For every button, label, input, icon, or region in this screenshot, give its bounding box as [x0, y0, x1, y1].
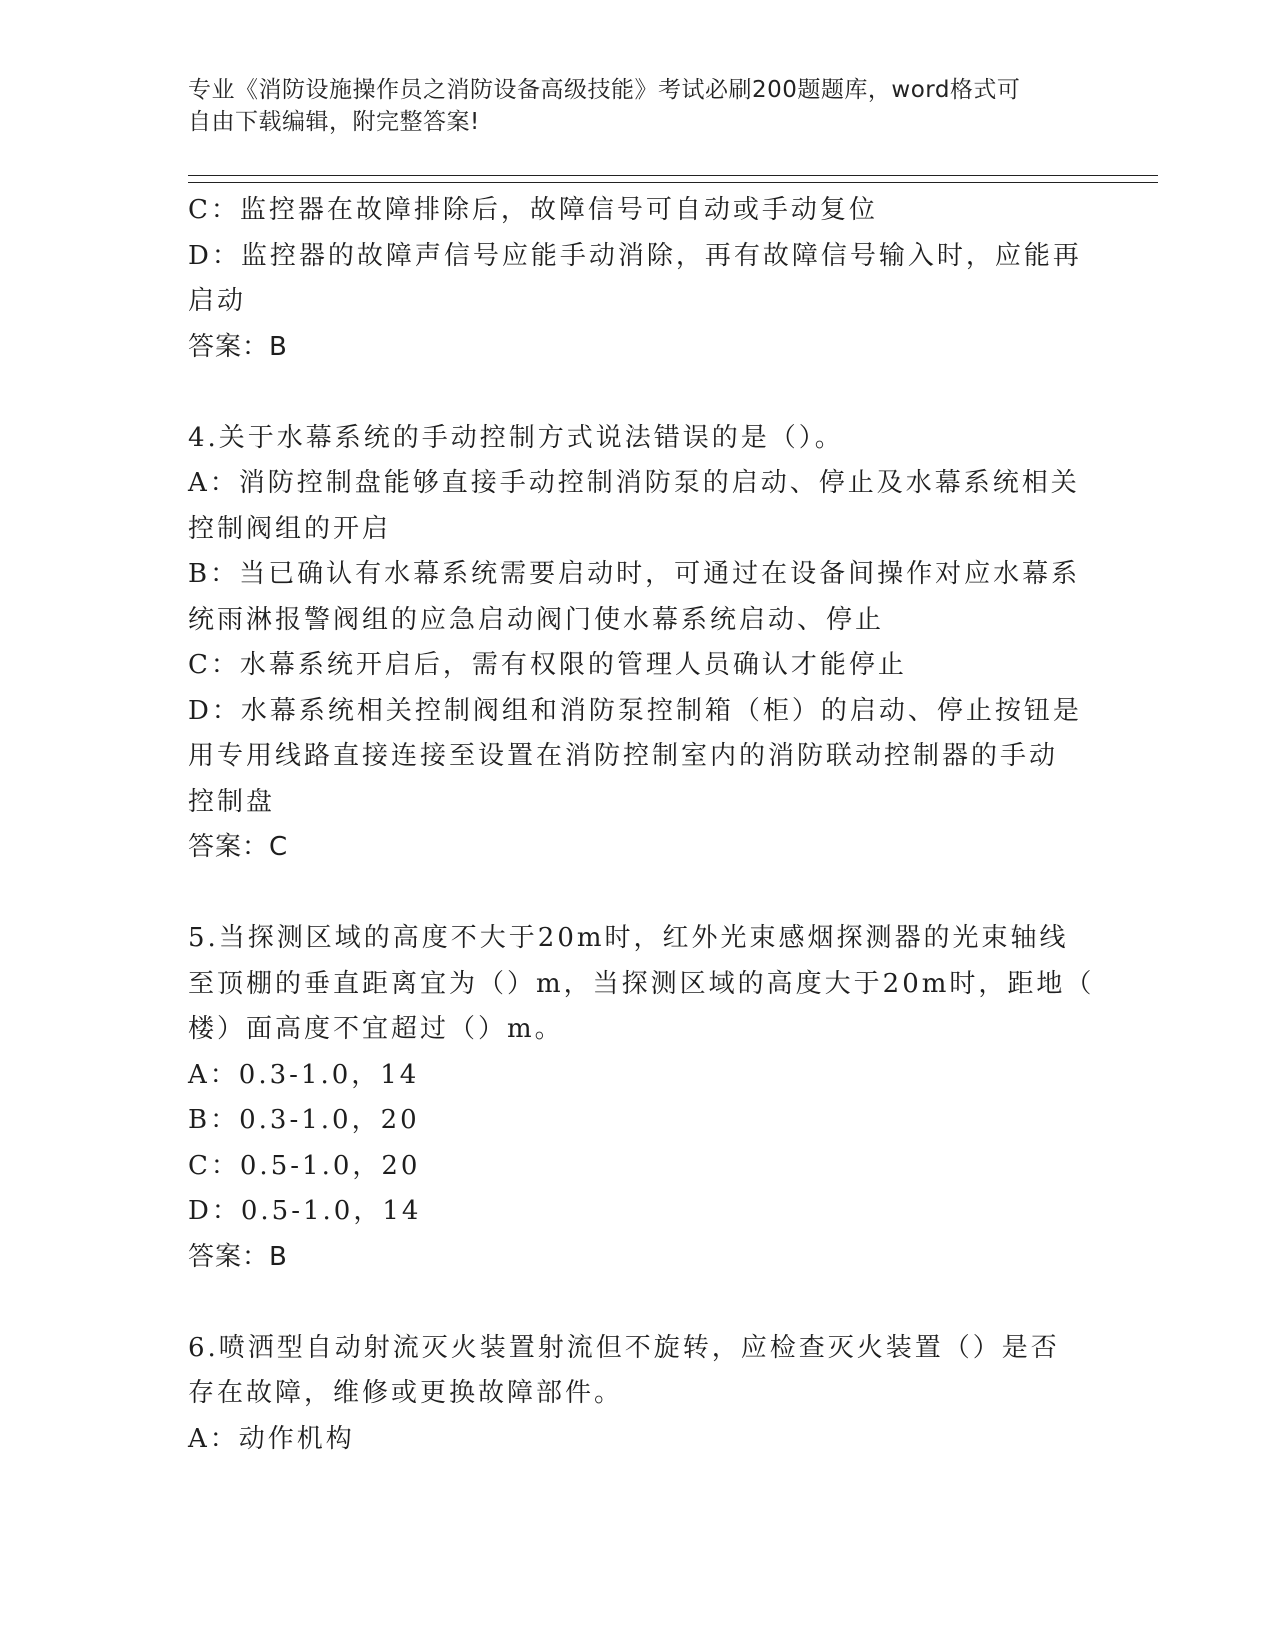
spacer	[188, 871, 1078, 917]
question-6	[188, 1326, 1078, 1463]
q5-answer: 答案：B	[188, 1241, 288, 1272]
q5-question-line-3: 楼）面高度不宜超过（）m。	[188, 1014, 564, 1044]
question-5	[188, 916, 1095, 1280]
q4-option-c: C：水幕系统开启后，需有权限的管理人员确认才能停止	[188, 650, 907, 680]
q5-option-d: D：0.5-1.0，14	[188, 1196, 422, 1226]
q3-option-c: C：监控器在故障排除后，故障信号可自动或手动复位	[188, 195, 878, 225]
document-header	[188, 74, 1068, 138]
q3-option-d-line-1: D：监控器的故障声信号应能手动消除，再有故障信号输入时，应能再	[188, 240, 1082, 271]
q4-option-a-line-1: A：消防控制盘能够直接手动控制消防泵的启动、停止及水幕系统相关	[188, 468, 1080, 498]
q4-option-b-line-2: 统雨淋报警阀组的应急启动阀门使水幕系统启动、停止	[188, 604, 885, 635]
q5-question-line-2: 至顶棚的垂直距离宜为（）m，当探测区域的高度大于20m时，距地（	[188, 968, 1095, 999]
q4-option-b-line-1: B：当已确认有水幕系统需要启动时，可通过在设备间操作对应水幕系	[188, 559, 1081, 589]
q4-question: 4.关于水幕系统的手动控制方式说法错误的是（）。	[188, 422, 844, 453]
question-4	[188, 416, 1082, 871]
q4-option-d-line-3: 控制盘	[188, 786, 276, 817]
q5-option-a: A：0.3-1.0，14	[188, 1059, 420, 1090]
q6-question-line-2: 存在故障，维修或更换故障部件。	[188, 1378, 624, 1408]
header-divider-bottom	[188, 182, 1158, 183]
q4-option-d-line-2: 用专用线路直接连接至设置在消防控制室内的消防联动控制器的手动	[188, 741, 1059, 771]
q3-answer: 答案：B	[188, 331, 288, 362]
spacer	[188, 370, 1078, 416]
q4-option-a-line-2: 控制阀组的开启	[188, 513, 392, 544]
q4-option-d-line-1: D：水幕系统相关控制阀组和消防泵控制箱（柜）的启动、停止按钮是	[188, 695, 1082, 726]
q5-question-line-1: 5.当探测区域的高度不大于20m时，红外光束感烟探测器的光束轴线	[188, 923, 1069, 953]
document-body	[188, 188, 1095, 1462]
header-title-line-1: 专业《消防设施操作员之消防设备高级技能》考试必刷200题题库，word格式可	[188, 77, 1021, 103]
q5-option-c: C：0.5-1.0，20	[188, 1150, 421, 1181]
q6-question-line-1: 6.喷洒型自动射流灭火装置射流但不旋转，应检查灭火装置（）是否	[188, 1332, 1060, 1363]
spacer	[188, 1280, 1078, 1326]
q3-option-d-line-2: 启动	[188, 286, 247, 316]
question-3-continued	[188, 188, 1082, 370]
q5-option-b: B：0.3-1.0，20	[188, 1105, 420, 1135]
header-title-line-2: 自由下载编辑，附完整答案!	[188, 109, 480, 135]
q4-answer: 答案：C	[188, 832, 289, 862]
q6-option-a: A：动作机构	[188, 1423, 355, 1454]
header-divider-top	[188, 175, 1158, 176]
